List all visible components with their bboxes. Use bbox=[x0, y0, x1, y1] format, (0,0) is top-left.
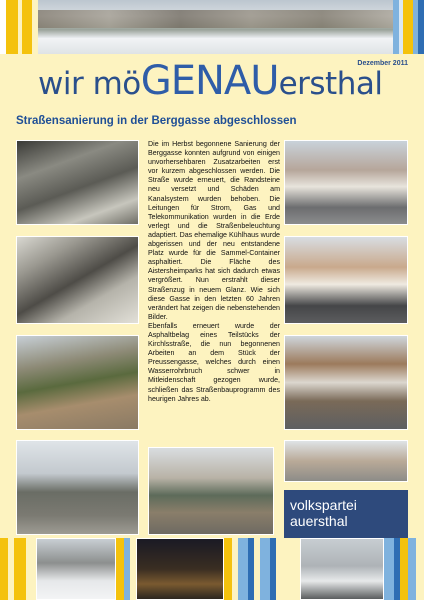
party-name-line2: auersthal bbox=[290, 513, 348, 529]
logo-big: GENAU bbox=[140, 58, 279, 104]
photo-construction-1 bbox=[16, 335, 139, 430]
party-name-line1: volkspartei bbox=[290, 497, 357, 513]
photo-old-berggasse-2 bbox=[16, 236, 139, 324]
photo-new-berggasse-1 bbox=[284, 140, 408, 225]
photo-old-berggasse-1 bbox=[16, 140, 139, 225]
bottom-right-stripes bbox=[384, 538, 424, 600]
photo-christmas-night bbox=[136, 538, 224, 600]
top-right-stripes bbox=[393, 0, 424, 54]
logo-suffix: ersthal bbox=[278, 66, 383, 102]
photo-winter-street bbox=[36, 538, 116, 600]
photo-construction-3 bbox=[148, 447, 274, 535]
village-banner-photo bbox=[38, 0, 393, 54]
photo-construction-2 bbox=[16, 440, 139, 535]
newsletter-logo bbox=[38, 58, 382, 104]
logo-prefix: wir mö bbox=[38, 66, 141, 102]
article-headline: Straßensanierung in der Berggasse abgeschlossen bbox=[16, 115, 297, 127]
party-logo bbox=[284, 490, 408, 538]
bottom-mid-stripes-1 bbox=[116, 538, 136, 600]
article-paragraph-2: Ebenfalls erneuert wurde der Asphaltbelag eines Teilstücks der Kirchlsstraße, die nun begonnenen Arbeiten an dem Stück der Preussengasse, welches durch einen Wasserrohrbruch schwer in Mitleidenschaft gezogen wurde, schließen das Straßenbauprogramm des heurigen Jahres ab. bbox=[148, 321, 280, 403]
article-body bbox=[148, 140, 280, 404]
photo-new-berggasse-3 bbox=[284, 335, 408, 430]
top-left-stripes bbox=[0, 0, 38, 54]
photo-new-berggasse-2 bbox=[284, 236, 408, 324]
article-paragraph-1: Die im Herbst begonnene Sanierung der Berggasse konnten aufgrund von einigen unvorhersehbaren Zusatzarbeiten erst vor kurzem abgeschlossen werden. Die Straße wurde erneuert, die Randsteine neu versetzt und Schäden am Kanalsystem wurden behoben. Die Leitungen für Strom, Gas und Telekommunikation wurden in die Erde verlegt und die Straßenbeleuchtung adaptiert. Das ehemalige Kühlhaus wurde abgerissen und der neu entstandene Platz wurde für die Sammel-Container asphaltiert. Die Fläche des Aistersheimparks hat sich dadurch etwas vergrößert. Nun erstrahlt dieser Straßenzug in neuem Glanz. Wie sich diese Gasse in den letzten 60 Jahren verändert hat zeigen die nebenstehenden Bilder. bbox=[148, 140, 280, 321]
bottom-left-stripes bbox=[0, 538, 33, 600]
photo-new-berggasse-4 bbox=[284, 440, 408, 482]
issue-date: Dezember 2011 bbox=[357, 60, 408, 67]
photo-snowy-field bbox=[300, 538, 384, 600]
bottom-mid-stripes-2 bbox=[224, 538, 276, 600]
